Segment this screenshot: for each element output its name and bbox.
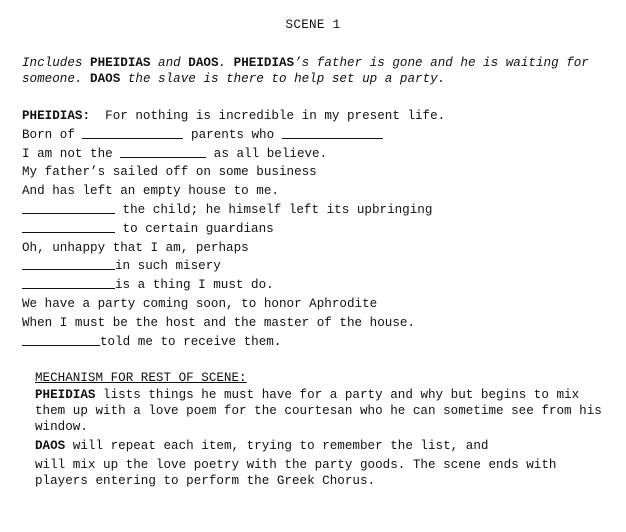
dialog-line-9 [22, 257, 612, 276]
dialog-line-13 [22, 333, 612, 352]
dialog-block [22, 107, 612, 351]
fill-in-blank[interactable] [22, 257, 115, 270]
dialog-line-8: Oh, unhappy that I am, perhaps [22, 240, 249, 255]
scene-title: SCENE 1 [285, 18, 341, 32]
dialog-line-7 [22, 220, 612, 239]
speaker-name: PHEIDIAS: [22, 109, 91, 123]
intro-text-2: and [150, 56, 189, 70]
fill-in-blank[interactable] [22, 333, 100, 346]
dialog-text: Born of [22, 127, 83, 142]
dialog-text: told me to receive them. [100, 334, 282, 349]
fill-in-blank[interactable] [120, 145, 206, 158]
dialog-line-11: We have a party coming soon, to honor Aphrodite [22, 296, 378, 311]
fill-in-blank[interactable] [282, 126, 383, 139]
mechanism-text: will repeat each item, trying to remember the list, and [65, 438, 489, 453]
character-name: DAOS [35, 438, 66, 453]
dialog-line-2 [22, 126, 612, 145]
fill-in-blank[interactable] [22, 201, 115, 214]
dialog-text: For nothing is incredible in my present life. [90, 109, 446, 123]
character-name: PHEIDIAS [35, 388, 96, 402]
dialog-text: is a thing I must do. [115, 278, 274, 293]
dialog-text: as all believe. [206, 146, 328, 161]
dialog-line-4: My father’s sailed off on some business [22, 165, 317, 180]
dialog-line-12: When I must be the host and the master of the house. [22, 315, 415, 330]
dialog-line-5: And has left an empty house to me. [22, 184, 279, 199]
dialog-line-10 [22, 276, 612, 295]
intro-text-4: ’s father is gone and he is waiting for someone. [22, 56, 589, 86]
fill-in-blank[interactable] [22, 276, 115, 289]
dialog-line-6 [22, 201, 612, 220]
dialog-line-1 [22, 107, 612, 126]
intro-character-pheidias-2: PHEIDIAS [233, 56, 295, 70]
mechanism-text: lists things he must have for a party and why but begins to mix them up with a love poem for the courtesan who he can sometime see from his window. [35, 388, 602, 435]
intro-character-daos-2: DAOS [90, 72, 121, 86]
dialog-text: I am not the [22, 146, 121, 161]
dialog-text: parents who [183, 127, 282, 142]
fill-in-blank[interactable] [22, 220, 115, 233]
dialog-text: the child; he himself left its upbringing [115, 202, 433, 217]
mechanism-paragraph-2 [35, 438, 615, 454]
dialog-text: to certain guardians [115, 221, 274, 236]
mechanism-section [35, 369, 615, 489]
mechanism-paragraph-1 [35, 387, 615, 436]
intro-text-5: the slave is there to help set up a party. [120, 72, 446, 86]
mechanism-paragraph-3: will mix up the love poetry with the party goods. The scene ends with players entering to perform the Greek Chorus. [35, 457, 557, 489]
scene-intro [22, 55, 612, 87]
intro-text-3: . [218, 56, 234, 70]
intro-text-1: Includes [22, 56, 91, 70]
intro-character-daos: DAOS [188, 56, 219, 70]
intro-character-pheidias: PHEIDIAS [90, 56, 151, 70]
dialog-line-3 [22, 145, 612, 164]
mechanism-heading: MECHANISM FOR REST OF SCENE: [35, 371, 247, 385]
dialog-text: in such misery [115, 259, 221, 274]
fill-in-blank[interactable] [82, 126, 183, 139]
